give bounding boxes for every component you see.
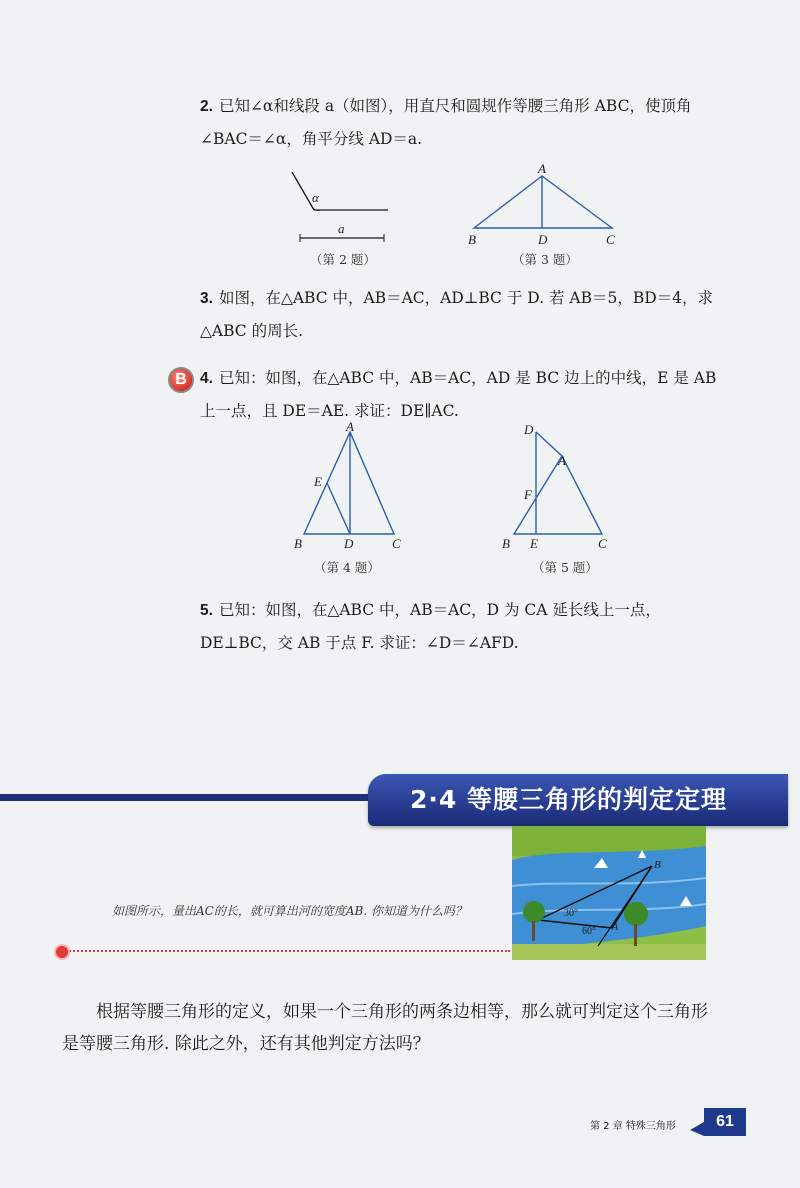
label-C: C — [598, 536, 607, 551]
figure-5-caption: （第 5 题） — [532, 560, 598, 575]
dotted-divider — [58, 950, 510, 952]
label-E: E — [314, 474, 322, 489]
label-C: C — [392, 536, 401, 551]
label-D: D — [524, 422, 534, 437]
problem-2 — [200, 90, 720, 155]
problem-4 — [200, 362, 720, 427]
river-illustration — [512, 826, 706, 960]
label-F: F — [524, 487, 532, 502]
problem-number: 4. — [200, 370, 213, 387]
intro-question: 如图所示，量出AC的长，就可算出河的宽度AB. 你知道为什么吗？ — [112, 904, 467, 918]
level-b-badge: B — [168, 367, 194, 393]
illustration-label-A: A — [612, 922, 619, 933]
figure-2 — [290, 168, 400, 248]
figure-3-caption: （第 3 题） — [512, 252, 578, 267]
label-B: B — [502, 536, 510, 551]
label-E: E — [530, 536, 538, 551]
problem-number: 2. — [200, 98, 213, 115]
label-A: A — [558, 453, 566, 468]
problem-3 — [200, 282, 720, 347]
section-rule — [0, 794, 420, 801]
angle-alpha-label: α — [312, 190, 319, 205]
section-title: 2·4 等腰三角形的判定定理 — [368, 774, 788, 826]
problem-number: 3. — [200, 290, 213, 307]
problem-text: 如图，在△ABC 中，AB＝AC，AD⊥BC 于 D. 若 AB＝5，BD＝4，求△ABC 的周长. — [200, 289, 714, 340]
figure-3 — [460, 160, 630, 250]
label-A: A — [346, 420, 354, 434]
problem-number: 5. — [200, 602, 213, 619]
page-number-tab — [690, 1122, 704, 1136]
label-D: D — [538, 232, 548, 247]
figure-4-caption: （第 4 题） — [314, 560, 380, 575]
divider-bullet — [54, 944, 70, 960]
problem-text: 已知∠α和线段 a（如图），用直尺和圆规作等腰三角形 ABC，使顶角∠BAC＝∠α，角平分线 AD＝a. — [200, 97, 692, 148]
figure-5 — [496, 420, 616, 552]
label-B: B — [294, 536, 302, 551]
page-number: 61 — [704, 1108, 746, 1136]
label-C: C — [606, 232, 615, 247]
body-paragraph: 根据等腰三角形的定义，如果一个三角形的两条边相等，那么就可判定这个三角形是等腰三角形. 除此之外，还有其他判定方法吗？ — [62, 1002, 708, 1054]
angle-30-label: 30° — [564, 908, 578, 919]
problem-text: 已知：如图，在△ABC 中，AB＝AC，AD 是 BC 边上的中线，E 是 AB 上一点，且 DE＝AE. 求证：DE∥AC. — [200, 369, 717, 420]
angle-60-label: 60° — [582, 926, 596, 937]
segment-a-label: a — [338, 221, 345, 236]
figure-2-caption: （第 2 题） — [310, 252, 376, 267]
chapter-footer: 第 2 章 特殊三角形 — [590, 1121, 676, 1132]
problem-text: 已知：如图，在△ABC 中，AB＝AC，D 为 CA 延长线上一点，DE⊥BC，交 AB 于点 F. 求证：∠D＝∠AFD. — [200, 601, 661, 652]
label-A: A — [538, 161, 546, 176]
illustration-label-B: B — [654, 859, 661, 871]
label-B: B — [468, 232, 476, 247]
figure-4 — [290, 420, 410, 552]
problem-5 — [200, 594, 720, 659]
label-D: D — [344, 536, 354, 551]
